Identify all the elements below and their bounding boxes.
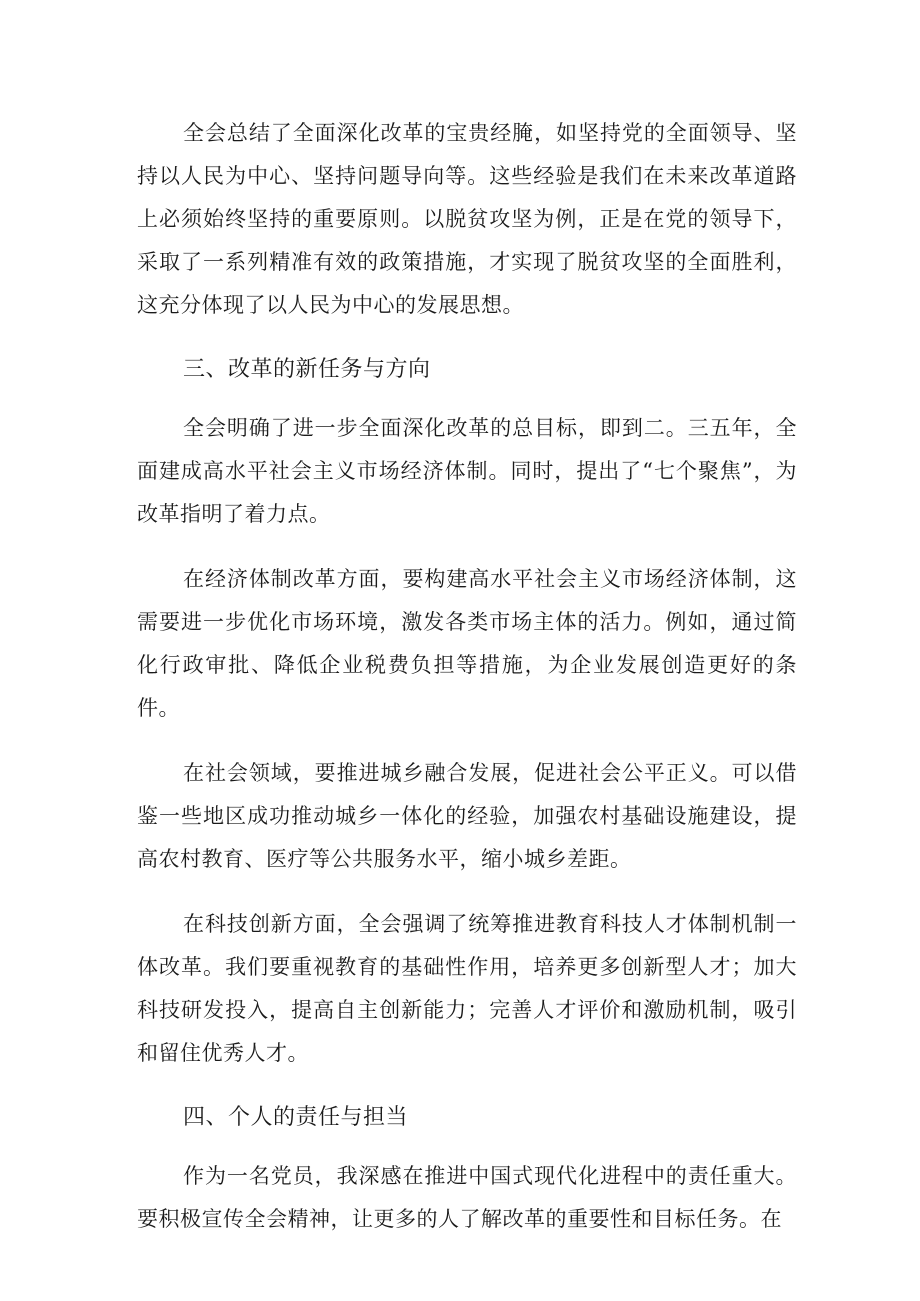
paragraph-party-member: 作为一名党员，我深感在推进中国式现代化进程中的责任重大。要积极宣传全会精神，让更多的人了解改革的重要性和目标任务。在: [137, 1164, 797, 1231]
document-page: [137, 112, 797, 1263]
paragraph-reform-experience: 全会总结了全面深化改革的宝贵经腌，如坚持党的全面领导、坚持以人民为中心、坚持问题导向等。这些经验是我们在未来改革道路上必须始终坚持的重要原则。以脱贫攻坚为例，正是在党的领导下，采取了一系列精准有效的政策措施，才实现了脱贫攻坚的全面胜利，这充分体现了以人民为中心的发展思想。: [137, 121, 797, 317]
paragraph-social-field: 在社会领域，要推进城乡融合发展，促进社会公平正义。可以借鉴一些地区成功推动城乡一体化的经验，加强农村基础设施建设，提高农村教育、医疗等公共服务水平，缩小城乡差距。: [137, 761, 797, 871]
paragraph-economic-reform: 在经济体制改革方面，要构建高水平社会主义市场经济体制，这需要进一步优化市场环境，激发各类市场主体的活力。例如，通过简化行政审批、降低企业税费负担等措施，为企业发展创造更好的条件。: [137, 567, 797, 720]
paragraph-overall-goal: 全会明确了进一步全面深化改革的总目标，即到二。三五年，全面建成高水平社会主义市场经济体制。同时，提出了“七个聚焦”，为改革指明了着力点。: [137, 416, 797, 526]
section-heading-personal-responsibility: 四、个人的责任与担当: [183, 1105, 409, 1130]
section-heading-new-tasks: 三、改革的新任务与方向: [183, 357, 431, 382]
paragraph-tech-innovation: 在科技创新方面，全会强调了统筹推进教育科技人才体制机制一体改革。我们要重视教育的基础性作用，培养更多创新型人才；加大科技研发投入，提高自主创新能力；完善人才评价和激励机制，吸引和留住优秀人才。: [137, 912, 797, 1065]
